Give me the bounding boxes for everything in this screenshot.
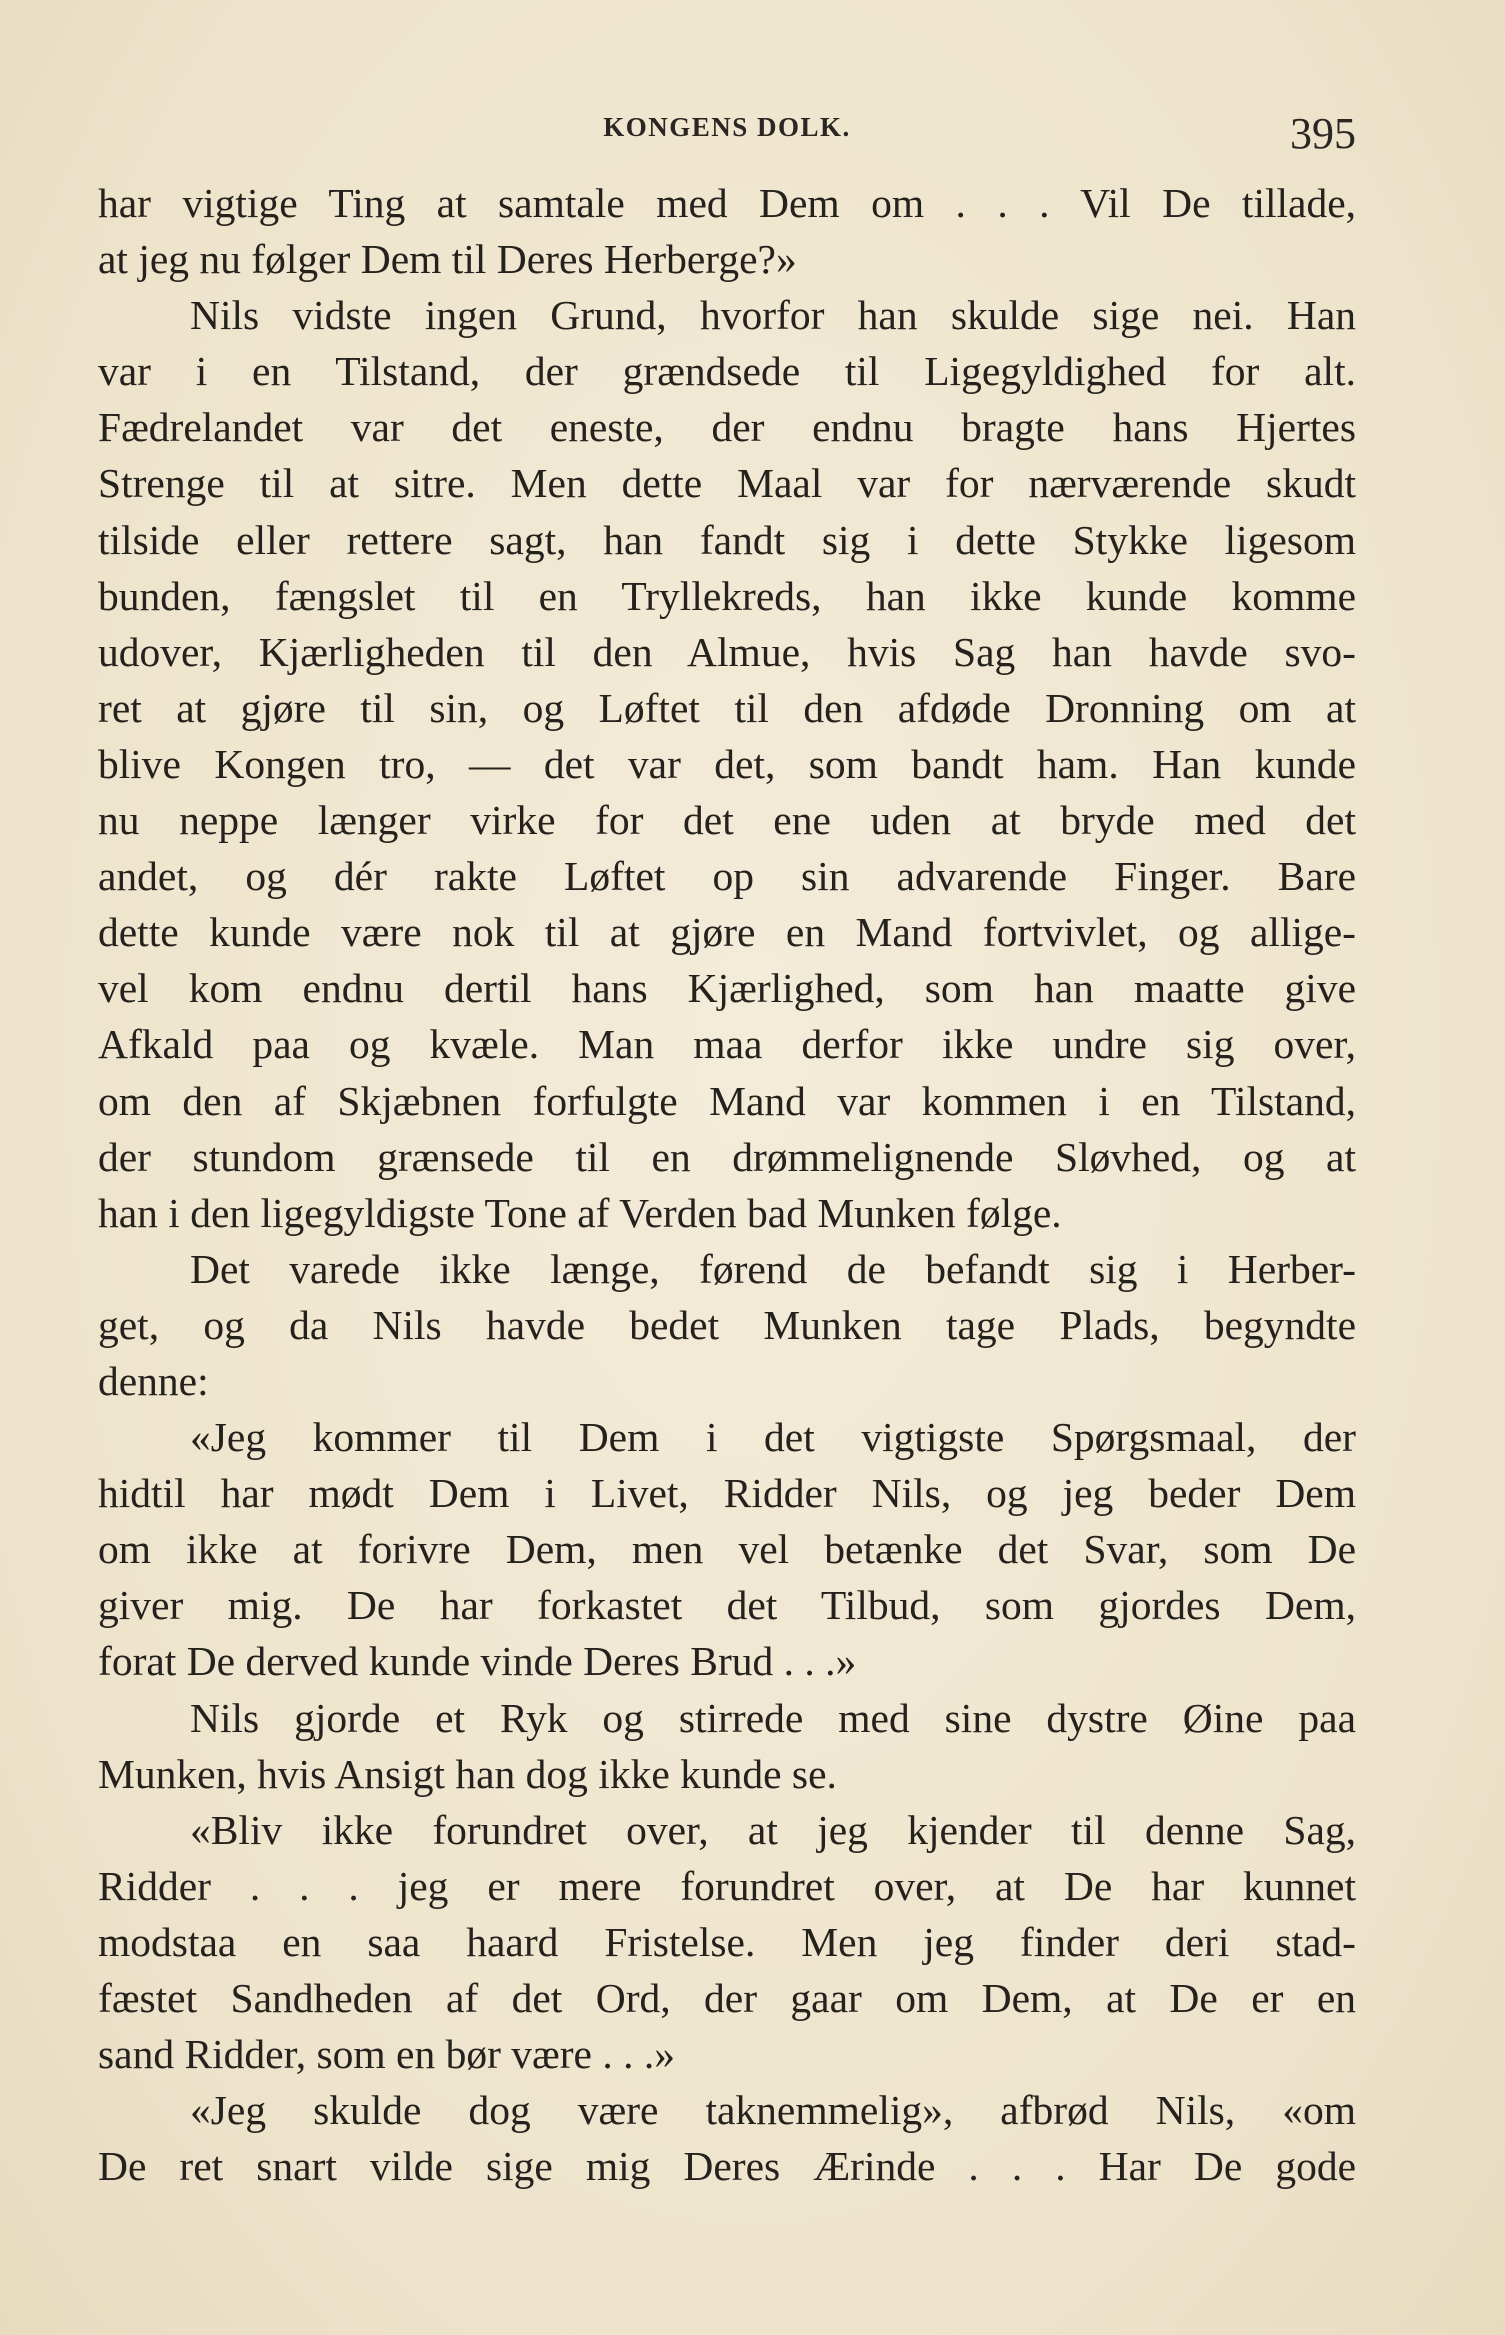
text-line: dette kunde være nok til at gjøre en Mand fortvivlet, og allige- <box>98 909 1356 956</box>
text-line: Fædrelandet var det eneste, der endnu bragte hans Hjertes <box>98 404 1356 451</box>
text-line: der stundom grænsede til en drømmelignende Sløvhed, og at <box>98 1133 1356 1180</box>
text-line: bunden, fængslet til en Tryllekreds, han ikke kunde komme <box>98 572 1356 619</box>
text-line: tilside eller rettere sagt, han fandt sig i dette Stykke ligesom <box>98 516 1356 563</box>
text-line: har vigtige Ting at samtale med Dem om . . . Vil De tillade, <box>98 180 1356 226</box>
text-line: Strenge til at sitre. Men dette Maal var for nærværende skudt <box>98 460 1356 507</box>
text-line: nu neppe længer virke for det ene uden at bryde med det <box>98 797 1356 844</box>
running-title: KONGENS DOLK. <box>603 112 851 142</box>
page-number: 395 <box>1290 109 1356 158</box>
text-line: var i en Tilstand, der grændsede til Ligegyldighed for alt. <box>98 348 1356 395</box>
text-line: Ridder . . . jeg er mere forundret over, at De har kunnet <box>98 1862 1356 1909</box>
text-line: sand Ridder, som en bør være . . .» <box>98 2031 675 2078</box>
text-line: forat De derved kunde vinde Deres Brud . . .» <box>98 1638 857 1685</box>
text-line: ret at gjøre til sin, og Løftet til den afdøde Dronning om at <box>98 684 1356 731</box>
text-line: hidtil har mødt Dem i Livet, Ridder Nils, og jeg beder Dem <box>98 1470 1356 1517</box>
body-text <box>98 175 1356 2194</box>
text-line: «Jeg kommer til Dem i det vigtigste Spørgsmaal, der <box>190 1414 1356 1461</box>
text-line: om ikke at forivre Dem, men vel betænke det Svar, som De <box>98 1526 1356 1573</box>
text-line: blive Kongen tro, — det var det, som bandt ham. Han kunde <box>98 740 1356 787</box>
text-line: fæstet Sandheden af det Ord, der gaar om Dem, at De er en <box>98 1975 1356 2021</box>
text-line: udover, Kjærligheden til den Almue, hvis Sag han havde svo- <box>98 628 1356 675</box>
text-line: giver mig. De har forkastet det Tilbud, som gjordes Dem, <box>98 1582 1356 1629</box>
text-line: «Jeg skulde dog være taknemmelig», afbrød Nils, «om <box>190 2087 1356 2134</box>
text-line: Afkald paa og kvæle. Man maa derfor ikke undre sig over, <box>98 1021 1356 1068</box>
text-line: Nils vidste ingen Grund, hvorfor han skulde sige nei. Han <box>190 292 1356 339</box>
text-line: get, og da Nils havde bedet Munken tage Plads, begyndte <box>98 1301 1356 1348</box>
text-line: andet, og dér rakte Løftet op sin advarende Finger. Bare <box>98 853 1356 900</box>
text-line: «Bliv ikke forundret over, at jeg kjender til denne Sag, <box>190 1806 1356 1853</box>
text-line: at jeg nu følger Dem til Deres Herberge?» <box>98 236 797 283</box>
text-line: Det varede ikke længe, førend de befandt sig i Herber- <box>190 1245 1356 1292</box>
text-line: vel kom endnu dertil hans Kjærlighed, som han maatte give <box>98 965 1356 1012</box>
text-line: De ret snart vilde sige mig Deres Ærinde . . . Har De gode <box>98 2143 1356 2190</box>
text-line: Nils gjorde et Ryk og stirrede med sine dystre Øine paa <box>190 1694 1356 1741</box>
text-line: om den af Skjæbnen forfulgte Mand var kommen i en Tilstand, <box>98 1077 1356 1124</box>
text-line: Munken, hvis Ansigt han dog ikke kunde se. <box>98 1750 837 1797</box>
text-line: modstaa en saa haard Fristelse. Men jeg finder deri stad- <box>98 1918 1356 1965</box>
text-line: han i den ligegyldigste Tone af Verden bad Munken følge. <box>98 1189 1062 1236</box>
running-head <box>98 108 1356 158</box>
text-line: denne: <box>98 1357 209 1404</box>
